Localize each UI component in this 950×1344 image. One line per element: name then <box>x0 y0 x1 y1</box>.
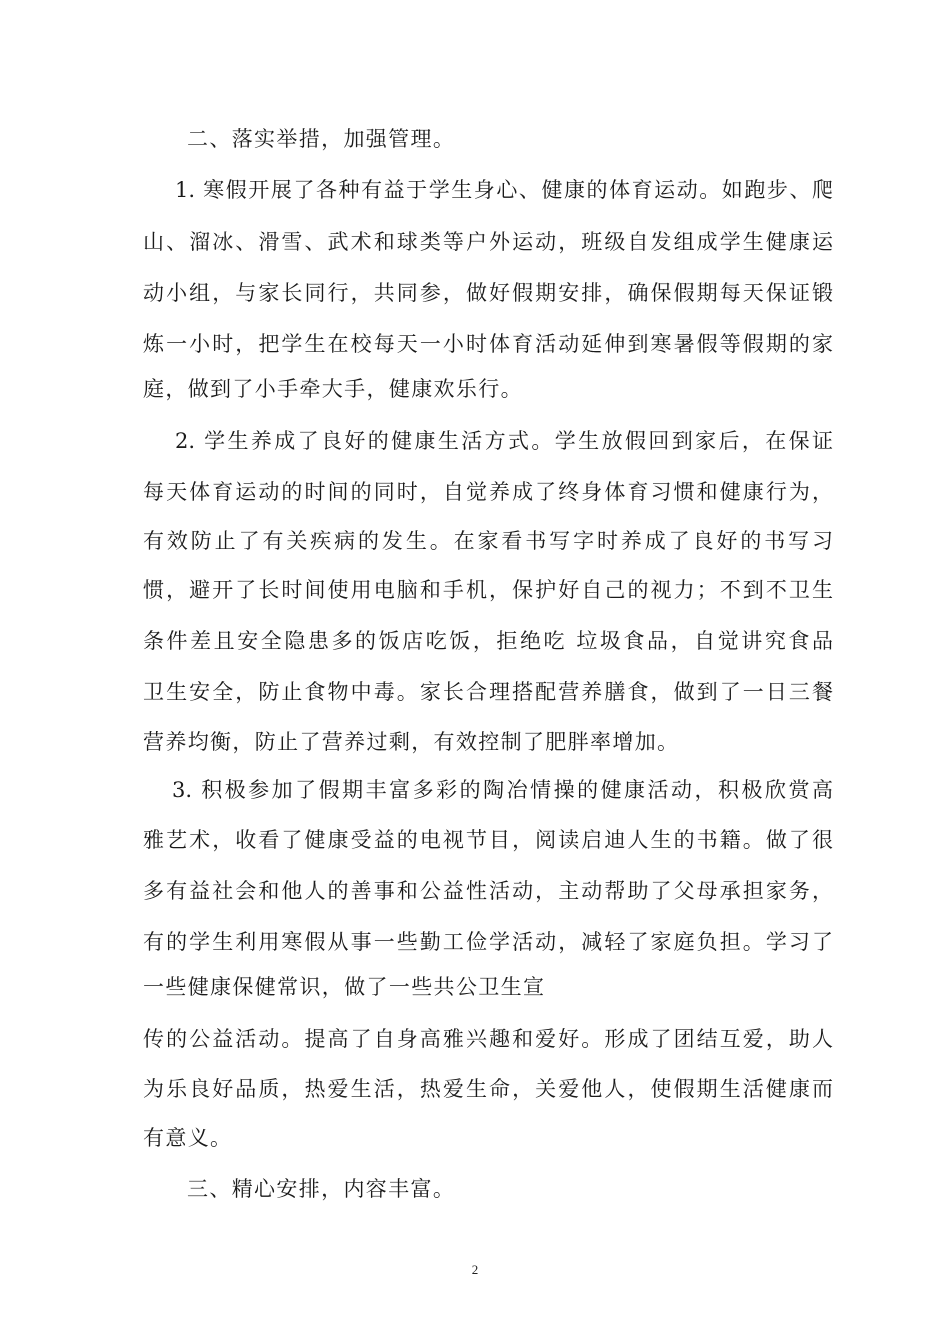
paragraph-line: 山、溜冰、滑雪、武术和球类等户外运动，班级自发组成学生健康运 <box>143 230 833 254</box>
paragraph-line: 有意义。 <box>143 1126 233 1150</box>
section-heading-2: 二、落实举措，加强管理。 <box>187 127 456 151</box>
paragraph-line: 传的公益活动。提高了自身高雅兴趣和爱好。形成了团结互爱，助人 <box>143 1027 833 1051</box>
paragraph-line: 为乐良好品质，热爱生活，热爱生命，关爱他人，使假期生活健康而 <box>143 1077 833 1101</box>
paragraph-line: 1. 寒假开展了各种有益于学生身心、健康的体育运动。如跑步、爬 <box>175 178 833 202</box>
paragraph-line: 有效防止了有关疾病的发生。在家看书写字时养成了良好的书写习 <box>143 529 833 553</box>
paragraph-line: 动小组，与家长同行，共同参，做好假期安排，确保假期每天保证锻 <box>143 281 833 305</box>
page-number: 2 <box>471 1262 479 1277</box>
paragraph-line: 多有益社会和他人的善事和公益性活动，主动帮助了父母承担家务， <box>143 879 833 903</box>
paragraph-line: 条件差且安全隐患多的饭店吃饭，拒绝吃 垃圾食品，自觉讲究食品 <box>143 629 833 653</box>
section-heading-3: 三、精心安排，内容丰富。 <box>187 1177 456 1201</box>
paragraph-line: 雅艺术，收看了健康受益的电视节目，阅读启迪人生的书籍。做了很 <box>143 828 833 852</box>
paragraph-line: 卫生安全，防止食物中毒。家长合理搭配营养膳食，做到了一日三餐 <box>143 680 833 704</box>
paragraph-line: 一些健康保健常识，做了一些共公卫生宣 <box>143 975 546 999</box>
paragraph-line: 营养均衡，防止了营养过剩，有效控制了肥胖率增加。 <box>143 730 680 754</box>
paragraph-line: 庭，做到了小手牵大手，健康欢乐行。 <box>143 377 523 401</box>
paragraph-line: 炼一小时，把学生在校每天一小时体育活动延伸到寒暑假等假期的家 <box>143 332 833 356</box>
paragraph-line: 惯，避开了长时间使用电脑和手机，保护好自己的视力；不到不卫生 <box>143 578 833 602</box>
paragraph-line: 每天体育运动的时间的同时，自觉养成了终身体育习惯和健康行为， <box>143 480 833 504</box>
paragraph-line: 2. 学生养成了良好的健康生活方式。学生放假回到家后，在保证 <box>175 429 833 453</box>
paragraph-line: 3. 积极参加了假期丰富多彩的陶冶情操的健康活动，积极欣赏高 <box>172 778 833 802</box>
paragraph-line: 有的学生利用寒假从事一些勤工俭学活动，减轻了家庭负担。学习了 <box>143 930 833 954</box>
